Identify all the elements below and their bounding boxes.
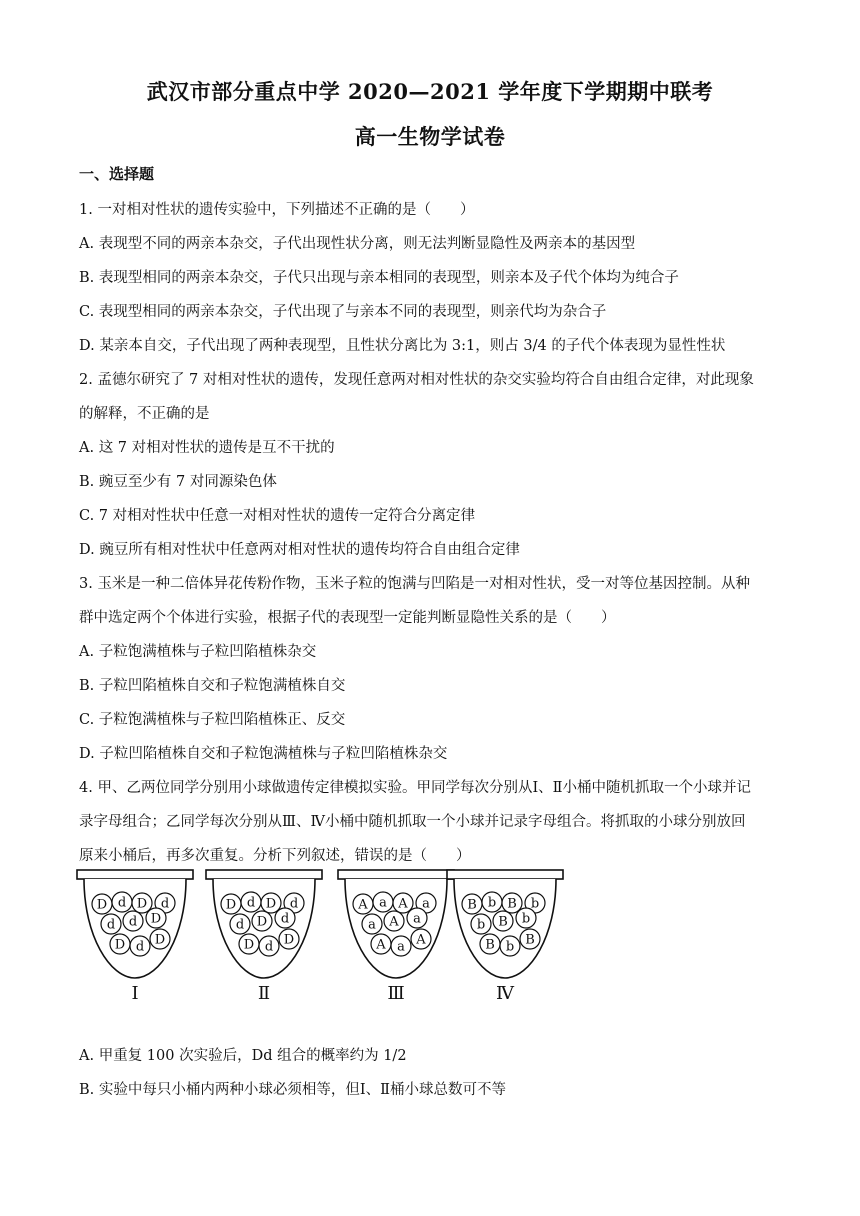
exam-title: 武汉市部分重点中学 2020—2021 学年度下学期期中联考 (146, 79, 714, 104)
ball-letter: A (416, 932, 426, 948)
ball (411, 929, 431, 949)
ball (371, 934, 391, 954)
ball-letter: a (379, 895, 387, 911)
ball (502, 893, 522, 913)
ball-letter: a (397, 939, 405, 955)
question-2-option-d: D. 豌豆所有相对性状中任意两对相对性状的遗传均符合自由组合定律 (79, 542, 520, 558)
ball (471, 914, 491, 934)
ball (407, 908, 427, 928)
bucket-3 (338, 870, 454, 1004)
ball (482, 892, 502, 912)
bucket-label: Ⅲ (387, 983, 405, 1004)
ball-letter: d (289, 896, 299, 912)
ball-letter: D (243, 937, 255, 953)
ball-letter: D (96, 897, 108, 913)
question-3-option-b: B. 子粒凹陷植株自交和子粒饱满植株自交 (79, 678, 346, 694)
question-1-option-a: A. 表现型不同的两亲本杂交，子代出现性状分离，则无法判断显隐性及两亲本的基因型 (79, 236, 636, 252)
ball (353, 894, 373, 914)
ball (373, 892, 393, 912)
section-heading: 一、选择题 (79, 165, 155, 183)
ball (493, 911, 513, 931)
ball-letter: D (283, 932, 295, 948)
ball-letter: B (485, 937, 495, 953)
ball-letter: B (467, 897, 477, 913)
question-2-option-a: A. 这 7 对相对性状的遗传是互不干扰的 (79, 440, 335, 456)
ball-letter: A (389, 914, 399, 930)
question-3-stem: 3. 玉米是一种二倍体异花传粉作物，玉米子粒的饱满与凹陷是一对相对性状，受一对等位基因控制。从种 (79, 576, 750, 592)
ball-letter: d (160, 896, 170, 912)
ball (462, 894, 482, 914)
ball-letter: d (128, 914, 138, 930)
question-1-option-d: D. 某亲本自交，子代出现了两种表现型，且性状分离比为 3:1，则占 3/4 的子代个体表现为显性性状 (79, 338, 726, 354)
question-1-option-c: C. 表现型相同的两亲本杂交，子代出现了与亲本不同的表现型，则亲代均为杂合子 (79, 304, 607, 320)
bucket-rim (338, 870, 454, 879)
question-3-option-c: C. 子粒饱满植株与子粒凹陷植株正、反交 (79, 712, 346, 728)
question-3-option-d: D. 子粒凹陷植株自交和子粒饱满植株与子粒凹陷植株杂交 (79, 746, 448, 762)
ball (252, 911, 272, 931)
ball (92, 894, 112, 914)
ball (391, 936, 411, 956)
ball-letter: d (280, 911, 290, 927)
ball-letter: D (150, 911, 162, 927)
ball-letter: d (235, 917, 245, 933)
question-1-stem: 1. 一对相对性状的遗传实验中，下列描述不正确的是（ ） (79, 202, 475, 218)
question-2-option-c: C. 7 对相对性状中任意一对相对性状的遗传一定符合分离定律 (79, 508, 476, 524)
question-3-option-a: A. 子粒饱满植株与子粒凹陷植株杂交 (79, 644, 317, 660)
ball-letter: a (413, 911, 421, 927)
ball-letter: d (106, 917, 116, 933)
ball-letter: d (246, 895, 256, 911)
ball (150, 929, 170, 949)
ball (516, 908, 536, 928)
ball (279, 929, 299, 949)
ball (239, 934, 259, 954)
ball (480, 934, 500, 954)
bucket-diagram (76, 866, 786, 1006)
bucket-2 (206, 870, 322, 1004)
ball-letter: B (498, 914, 508, 930)
ball (112, 892, 132, 912)
ball-letter: A (398, 896, 408, 912)
ball (132, 893, 152, 913)
ball (393, 893, 413, 913)
ball-letter: D (154, 932, 166, 948)
ball (261, 893, 281, 913)
ball-letter: d (135, 939, 145, 955)
bucket-rim (206, 870, 322, 879)
question-3-stem-cont: 群中选定两个个体进行实验，根据子代的表现型一定能判断显隐性关系的是（ ） (79, 610, 616, 626)
ball-letter: D (256, 914, 268, 930)
ball (259, 936, 279, 956)
ball (230, 914, 250, 934)
ball (123, 911, 143, 931)
ball (101, 914, 121, 934)
ball (275, 908, 295, 928)
ball-letter: B (525, 932, 535, 948)
ball (241, 892, 261, 912)
exam-subtitle: 高一生物学试卷 (354, 124, 506, 149)
question-4-option-b: B. 实验中每只小桶内两种小球必须相等，但Ⅰ、Ⅱ桶小球总数可不等 (79, 1082, 506, 1098)
bucket-figure (76, 866, 786, 1006)
bucket-1 (77, 870, 193, 1004)
ball-letter: A (358, 897, 368, 913)
ball (146, 908, 166, 928)
ball (130, 936, 150, 956)
ball (384, 911, 404, 931)
ball-letter: b (521, 911, 531, 927)
bucket-rim (447, 870, 563, 879)
ball-letter: b (487, 895, 497, 911)
bucket-rim (77, 870, 193, 879)
ball-letter: A (376, 937, 386, 953)
ball-letter: D (114, 937, 126, 953)
ball-letter: b (476, 917, 486, 933)
question-2-stem: 2. 孟德尔研究了 7 对相对性状的遗传，发现任意两对相对性状的杂交实验均符合自由组合定律，对此现象 (79, 372, 754, 388)
ball-letter: B (507, 896, 517, 912)
ball-letter: d (264, 939, 274, 955)
question-4-option-a: A. 甲重复 100 次实验后，Dd 组合的概率约为 1/2 (79, 1048, 407, 1064)
ball (500, 936, 520, 956)
bucket-4 (447, 870, 563, 1004)
ball-letter: D (136, 896, 148, 912)
ball (221, 894, 241, 914)
ball-letter: d (117, 895, 127, 911)
bucket-label: Ⅱ (257, 983, 271, 1004)
question-2-stem-cont: 的解释，不正确的是 (79, 406, 210, 422)
ball-letter: D (225, 897, 237, 913)
ball-letter: a (368, 917, 376, 933)
ball-letter: D (265, 896, 277, 912)
question-1-option-b: B. 表现型相同的两亲本杂交，子代只出现与亲本相同的表现型，则亲本及子代个体均为纯合子 (79, 270, 679, 286)
question-4-stem-cont: 录字母组合；乙同学每次分别从Ⅲ、Ⅳ小桶中随机抓取一个小球并记录字母组合。将抓取的小球分别放回 (79, 814, 746, 830)
bucket-label: Ⅳ (496, 983, 514, 1004)
question-4-stem: 4. 甲、乙两位同学分别用小球做遗传定律模拟实验。甲同学每次分别从Ⅰ、Ⅱ小桶中随机抓取一个小球并记 (79, 780, 752, 796)
question-2-option-b: B. 豌豆至少有 7 对同源染色体 (79, 474, 277, 490)
ball-letter: b (530, 896, 540, 912)
ball-letter: a (422, 896, 430, 912)
ball (520, 929, 540, 949)
ball (362, 914, 382, 934)
ball (110, 934, 130, 954)
bucket-label: Ⅰ (131, 983, 139, 1004)
ball-letter: b (505, 939, 515, 955)
question-4-stem-cont2: 原来小桶后，再多次重复。分析下列叙述，错误的是（ ） (79, 848, 471, 864)
